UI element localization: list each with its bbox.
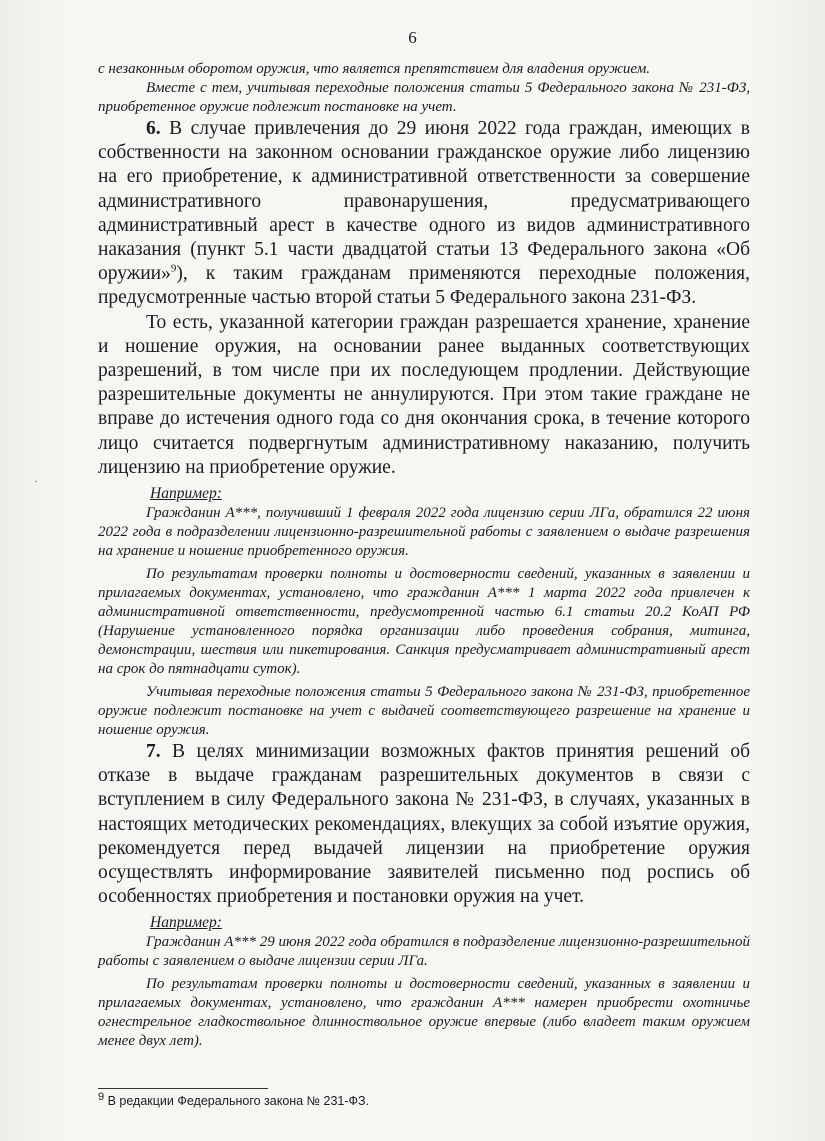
- section-6-text-a: В случае привлечения до 29 июня 2022 года граждан, имеющих в собственности на законном основании гражданское оружие либо лицензию на его приобретение, к административной ответственности за совершение административного правонарушения, предусматривающего административный арест в качестве одного из видов административного наказания (пункт 5.1 части двадцатой статьи 13 Федерального закона «Об оружии»: [98, 118, 750, 285]
- page-number: 6: [408, 28, 417, 47]
- footnote-mark: 9: [98, 1090, 105, 1103]
- paragraph-continuation: с незаконным оборотом оружия, что является препятствием для владения оружием.: [98, 61, 651, 77]
- example-1-paragraph-3: Учитывая переходные положения статьи 5 Федерального закона № 231-ФЗ, приобретенное оружие подлежит постановке на учет с выдачей соответствующего разрешение на хранение и ношение оружия.: [98, 684, 750, 739]
- example-label: Например:: [150, 485, 222, 503]
- document-body: [98, 60, 750, 1051]
- example-1-paragraph-2: По результатам проверки полноты и достоверности сведений, указанных в заявлении и прилагаемых документах, установлено, что гражданин А*** 1 марта 2022 года привлечен к административной ответственности, предусмотренной частью 6.1 статьи 20.2 КоАП РФ (Нарушение установленного порядка организации либо проведения собрания, митинга, демонстрации, шествия или пикетирования. Санкция предусматривает административный арест на срок до пятнадцати суток).: [98, 566, 750, 678]
- footnote: [98, 1090, 370, 1108]
- footnote-separator: [98, 1088, 268, 1089]
- paragraph-transitional-note: Вместе с тем, учитывая переходные положения статьи 5 Федерального закона № 231-ФЗ, приобретенное оружие подлежит постановке на учет.: [98, 80, 750, 115]
- example-1-paragraph-1: Гражданин А***, получивший 1 февраля 2022 года лицензию серии ЛГа, обратился 22 июня 2022 года в подразделении лицензионно-разрешительной работы с заявлением о выдаче разрешения на хранение и ношение приобретенного оружия.: [98, 505, 750, 560]
- section-7-number: 7.: [146, 741, 161, 763]
- footnote-reference: 9: [170, 262, 177, 275]
- section-7-paragraph: [98, 740, 750, 909]
- example-label: Например:: [150, 914, 222, 932]
- section-6-number: 6.: [146, 118, 161, 139]
- footnote-text: В редакции Федерального закона № 231-ФЗ.: [104, 1094, 370, 1108]
- example-2-paragraph-2: По результатам проверки полноты и достоверности сведений, указанных в заявлении и прилагаемых документах, установлено, что гражданин А*** намерен приобрести охотничье огнестрельное гладкоствольное длинноствольное оружие впервые (либо владеет таким оружием менее двух лет).: [98, 976, 750, 1050]
- section-6-text-b: ), к таким гражданам применяются переходные положения, предусмотренные частью второй статьи 5 Федерального закона 231-ФЗ.: [98, 263, 750, 309]
- example-2-paragraph-1: Гражданин А*** 29 июня 2022 года обратился в подразделение лицензионно-разрешительной работы с заявлением о выдаче лицензии серии ЛГа.: [98, 934, 750, 970]
- section-6-paragraph: [98, 117, 750, 311]
- stray-mark: ·: [34, 474, 38, 488]
- section-6-paragraph-2: То есть, указанной категории граждан разрешается хранение, хранение и ношение оружия, на основании ранее выданных соответствующих разрешений, в том числе при их последующем продлении. Действующие разрешительные документы не аннулируются. При этом такие граждане не вправе до истечения одного года со дня окончания срока, в течение которого лицо считается подвергнутым административному наказанию, получить лицензию на приобретение оружие.: [98, 311, 750, 478]
- section-7-text: В целях минимизации возможных фактов принятия решений об отказе в выдаче гражданам разрешительных документов в связи с вступлением в силу Федерального закона № 231-ФЗ, в случаях, указанных в настоящих методических рекомендациях, влекущих за собой изъятие оружия, рекомендуется перед выдачей лицензии на приобретение оружия осуществлять информирование заявителей письменно под роспись об особенностях приобретения и постановки оружия на учет.: [98, 741, 750, 908]
